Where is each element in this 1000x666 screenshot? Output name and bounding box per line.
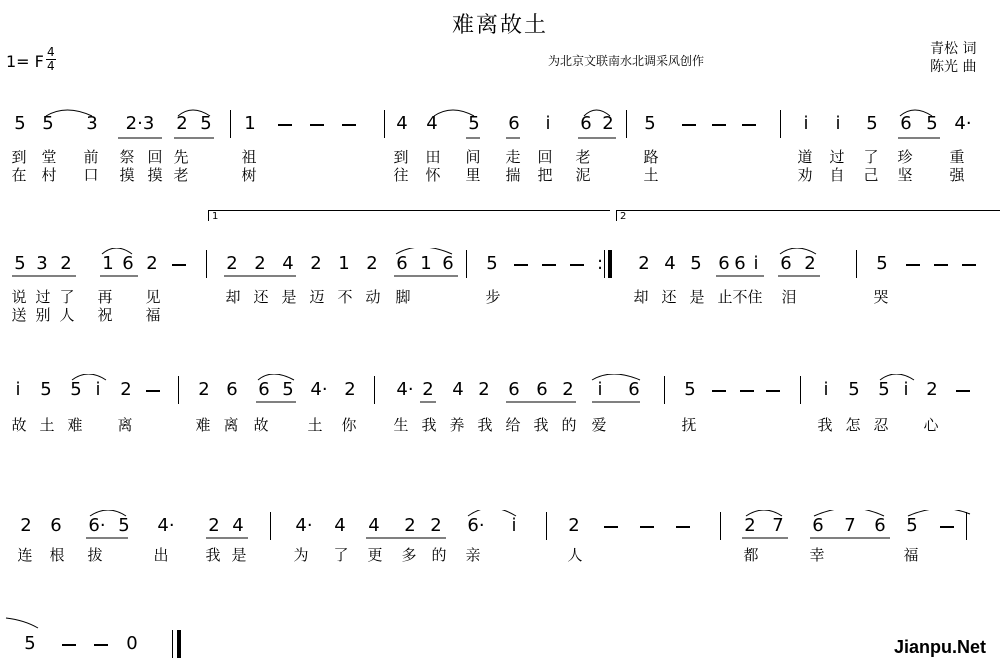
lyric: 摸 [119, 166, 135, 184]
note: 5 [118, 515, 130, 536]
lyric: 别 [35, 306, 51, 324]
note: 6 [508, 379, 520, 400]
lyric: 说 [11, 288, 27, 306]
note: 1 [420, 253, 432, 274]
note: 4· [954, 113, 972, 134]
lyric: 脚 [395, 288, 411, 306]
note: 2 [568, 515, 580, 536]
lyric: 步 [485, 288, 501, 306]
note: 5 [14, 113, 26, 134]
lyricist-credit: 青松 词 [930, 41, 977, 57]
note: 1 [244, 113, 256, 134]
note: 5 [878, 379, 890, 400]
lyric: 止不住 [717, 288, 763, 306]
note: 4 [426, 113, 438, 134]
lyric: 难 [195, 416, 211, 434]
lyric: 不 [337, 288, 353, 306]
note: 4· [157, 515, 175, 536]
lyric: 土 [643, 166, 659, 184]
note: 5 [486, 253, 498, 274]
lyric: 珍 [897, 148, 913, 166]
lyric: 我 [477, 416, 493, 434]
dash [62, 644, 76, 646]
note: 2 [344, 379, 356, 400]
lyric: 回 [537, 148, 553, 166]
lyric: 老 [173, 166, 189, 184]
repeat-dots: : [596, 253, 604, 274]
lyric: 祭 [119, 148, 135, 166]
note: 2 [366, 253, 378, 274]
note: i [95, 379, 101, 400]
lyric: 己 [863, 166, 879, 184]
lyric: 心 [923, 416, 939, 434]
lyric: 往 [393, 166, 409, 184]
note: 6 [508, 113, 520, 134]
lyric: 口 [83, 166, 99, 184]
note: 2 [562, 379, 574, 400]
lyric: 都 [743, 546, 759, 564]
lyric: 幸 [809, 546, 825, 564]
lyric: 连 [17, 546, 33, 564]
lyric: 自 [829, 166, 845, 184]
lyric: 动 [365, 288, 381, 306]
note: 6 [258, 379, 270, 400]
note: 4 [334, 515, 346, 536]
lyric: 你 [341, 416, 357, 434]
lyric: 田 [425, 148, 441, 166]
lyric: 我 [205, 546, 221, 564]
lyric: 的 [561, 416, 577, 434]
lyric: 我 [817, 416, 833, 434]
note: 2 [804, 253, 816, 274]
lyric: 老 [575, 148, 591, 166]
note: 6 [536, 379, 548, 400]
note: 2 [310, 253, 322, 274]
lyric: 坚 [897, 166, 913, 184]
note: 6 [874, 515, 886, 536]
lyric: 前 [83, 148, 99, 166]
note: 3 [36, 253, 48, 274]
lyric: 是 [231, 546, 247, 564]
lyric: 到 [393, 148, 409, 166]
note: 3 [86, 113, 98, 134]
note: 6· [88, 515, 106, 536]
slur-marks [0, 510, 1000, 550]
note: 4· [310, 379, 328, 400]
note: i [15, 379, 21, 400]
system-row-2 [0, 248, 1000, 358]
note: 5 [24, 633, 36, 654]
lyric: 更 [367, 546, 383, 564]
lyric: 养 [449, 416, 465, 434]
time-sig-numerator: 4 [47, 45, 55, 59]
lyric: 摸 [147, 166, 163, 184]
lyric: 离 [223, 416, 239, 434]
lyric: 树 [241, 166, 257, 184]
note: 6 [628, 379, 640, 400]
lyric: 土 [39, 416, 55, 434]
note: 4 [232, 515, 244, 536]
lyric: 路 [643, 148, 659, 166]
lyric: 福 [903, 546, 919, 564]
volta-second-ending: 2 [616, 210, 1000, 221]
site-watermark: Jianpu.Net [893, 637, 986, 657]
lyric: 还 [253, 288, 269, 306]
note: 4· [396, 379, 414, 400]
note: 5 [926, 113, 938, 134]
note: 5 [906, 515, 918, 536]
lyric: 村 [41, 166, 57, 184]
lyric: 强 [949, 166, 965, 184]
lyric: 人 [59, 306, 75, 324]
lyric: 却 [225, 288, 241, 306]
lyric: 的 [431, 546, 447, 564]
note: i [511, 515, 517, 536]
lyric: 在 [11, 166, 27, 184]
lyric: 迈 [309, 288, 325, 306]
note: 2 [146, 253, 158, 274]
note: 5 [70, 379, 82, 400]
volta-first-ending: 1 [208, 210, 610, 221]
dash [94, 644, 108, 646]
lyric: 见 [145, 288, 161, 306]
lyric: 根 [49, 546, 65, 564]
note: 2·3 [125, 113, 155, 134]
lyric: 土 [307, 416, 323, 434]
lyric: 里 [465, 166, 481, 184]
note: 5 [848, 379, 860, 400]
lyric: 难 [67, 416, 83, 434]
note: 2 [198, 379, 210, 400]
note: 7 [844, 515, 856, 536]
note: 2 [208, 515, 220, 536]
note: 5 [866, 113, 878, 134]
lyric: 是 [689, 288, 705, 306]
system-row-3 [0, 374, 1000, 484]
note: 5 [690, 253, 702, 274]
lyric: 出 [153, 546, 169, 564]
lyric: 还 [661, 288, 677, 306]
lyric: 爱 [591, 416, 607, 434]
lyric: 生 [393, 416, 409, 434]
lyric: 过 [829, 148, 845, 166]
note: 2 [638, 253, 650, 274]
note: 6 [122, 253, 134, 274]
lyric: 把 [537, 166, 553, 184]
note: 6 [900, 113, 912, 134]
lyric: 我 [533, 416, 549, 434]
lyric: 走 [505, 148, 521, 166]
song-title: 难离故土 [451, 13, 548, 38]
lyric: 抚 [681, 416, 697, 434]
note: 2 [430, 515, 442, 536]
note: 5 [468, 113, 480, 134]
key-signature: 1= F [6, 52, 44, 71]
subtitle: 为北京文联南水北调采风创作 [548, 54, 705, 68]
note: 0 [126, 633, 138, 654]
system-row-4 [0, 510, 1000, 620]
note: 2 [422, 379, 434, 400]
lyric: 福 [145, 306, 161, 324]
note: 2 [176, 113, 188, 134]
note: i [597, 379, 603, 400]
lyric: 故 [253, 416, 269, 434]
note: 6 [50, 515, 62, 536]
slur-marks [0, 374, 1000, 414]
lyric: 故 [11, 416, 27, 434]
time-sig-denominator: 4 [47, 59, 55, 73]
note: 2 [926, 379, 938, 400]
slur-marks [0, 108, 1000, 148]
note: 4 [664, 253, 676, 274]
note: 2 [60, 253, 72, 274]
note: 5 [42, 113, 54, 134]
lyric: 道 [797, 148, 813, 166]
lyric: 为 [293, 546, 309, 564]
lyric: 多 [401, 546, 417, 564]
note: 4 [396, 113, 408, 134]
note: 2 [744, 515, 756, 536]
lyric: 亲 [465, 546, 481, 564]
lyric: 堂 [41, 148, 57, 166]
lyric: 人 [567, 546, 583, 564]
note: 5 [40, 379, 52, 400]
note: 6 [718, 253, 730, 274]
lyric: 先 [173, 148, 189, 166]
note: 6 [580, 113, 592, 134]
note: 6 [780, 253, 792, 274]
system-row-5 [0, 616, 1000, 662]
note: 5 [14, 253, 26, 274]
note: i [823, 379, 829, 400]
system-row-1 [0, 108, 1000, 218]
note: 2 [404, 515, 416, 536]
barline [172, 630, 173, 658]
lyric: 了 [59, 288, 75, 306]
lyric: 泥 [575, 166, 591, 184]
lyric: 揣 [505, 166, 521, 184]
lyric: 劝 [797, 166, 813, 184]
note: i [903, 379, 909, 400]
note: 5 [876, 253, 888, 274]
note: 4 [452, 379, 464, 400]
lyric: 了 [333, 546, 349, 564]
lyric: 了 [863, 148, 879, 166]
lyric: 却 [633, 288, 649, 306]
note: 2 [254, 253, 266, 274]
note: 5 [684, 379, 696, 400]
lyric: 怀 [425, 166, 441, 184]
lyric: 是 [281, 288, 297, 306]
time-signature [46, 46, 56, 73]
note: 6 [812, 515, 824, 536]
lyric: 再 [97, 288, 113, 306]
note: 4 [368, 515, 380, 536]
note: i [545, 113, 551, 134]
lyric: 忍 [873, 416, 889, 434]
lyric: 祝 [97, 306, 113, 324]
note: 1 [102, 253, 114, 274]
note: 6· [467, 515, 485, 536]
note: 6 [442, 253, 454, 274]
lyric: 离 [117, 416, 133, 434]
note: 4· [295, 515, 313, 536]
note: 2 [226, 253, 238, 274]
composer-credit: 陈光 曲 [930, 59, 977, 75]
notation-line-5 [0, 628, 1000, 664]
note: 6 [226, 379, 238, 400]
note: 2 [20, 515, 32, 536]
note: i [753, 253, 759, 274]
lyric: 过 [35, 288, 51, 306]
note: 2 [602, 113, 614, 134]
final-barline [177, 630, 181, 658]
note: i [803, 113, 809, 134]
lyric: 拔 [87, 546, 103, 564]
note: 4 [282, 253, 294, 274]
lyric: 送 [11, 306, 27, 324]
lyric: 间 [465, 148, 481, 166]
lyric: 祖 [241, 148, 257, 166]
note: 5 [282, 379, 294, 400]
note: 5 [644, 113, 656, 134]
lyric: 怎 [845, 416, 861, 434]
note: 6 [734, 253, 746, 274]
note: i [835, 113, 841, 134]
note: 5 [200, 113, 212, 134]
note: 6 [396, 253, 408, 274]
slur-marks [0, 248, 1000, 288]
lyric: 到 [11, 148, 27, 166]
lyric: 回 [147, 148, 163, 166]
lyric: 哭 [873, 288, 889, 306]
note: 1 [338, 253, 350, 274]
lyric: 重 [949, 148, 965, 166]
note: 2 [478, 379, 490, 400]
note: 2 [120, 379, 132, 400]
lyric: 我 [421, 416, 437, 434]
lyric: 给 [505, 416, 521, 434]
lyric: 泪 [781, 288, 797, 306]
note: 7 [772, 515, 784, 536]
